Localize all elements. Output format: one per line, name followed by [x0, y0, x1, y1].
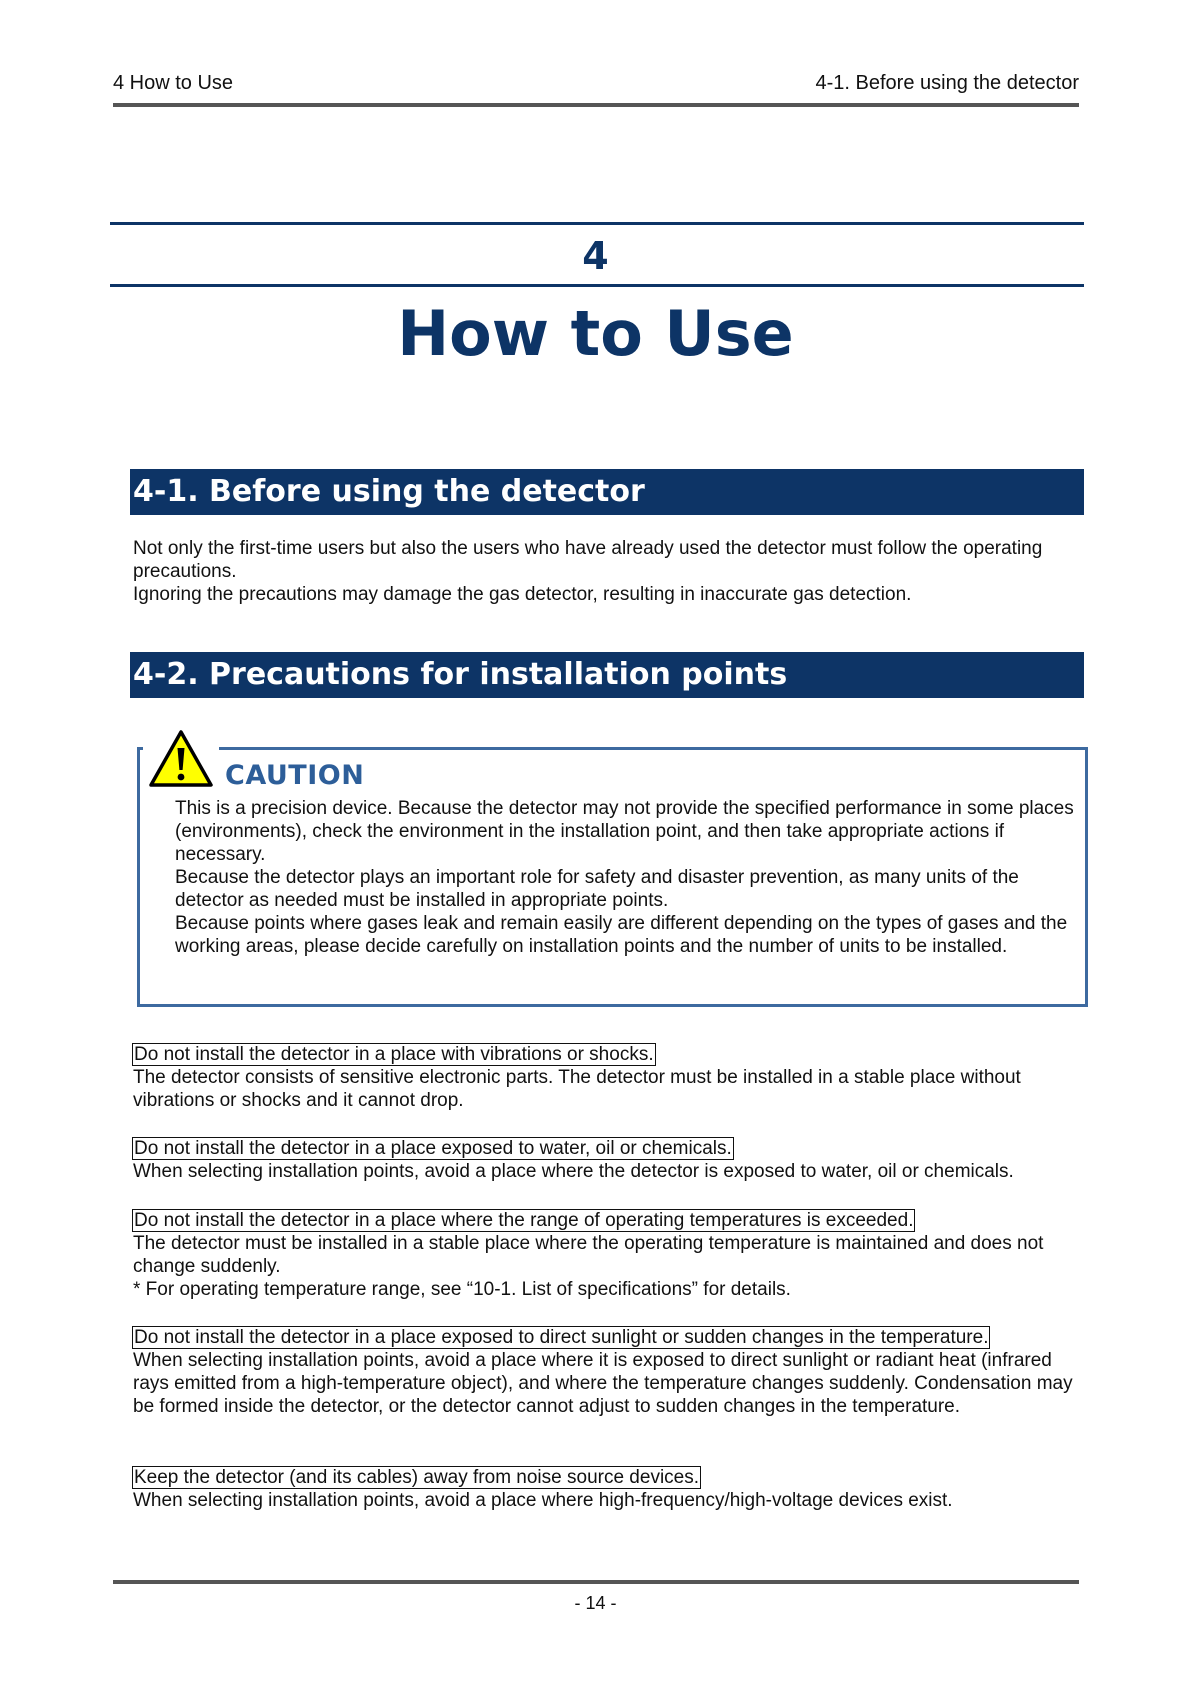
- chapter-title: How to Use: [397, 297, 794, 370]
- precaution-body: When selecting installation points, avoid a place where the detector is exposed to water, oil or chemicals.: [133, 1161, 1014, 1182]
- precaution-body: The detector consists of sensitive electronic parts. The detector must be installed in a stable place without vibrations or shocks and it cannot drop.: [133, 1067, 1021, 1111]
- precaution-heading: Do not install the detector in a place with vibrations or shocks.: [134, 1044, 654, 1065]
- precaution-item: [133, 1326, 1083, 1418]
- caution-paragraph: Because points where gases leak and remain easily are different depending on the types of gases and the working areas, please decide carefully on installation points and the number of units to be installed.: [175, 913, 1068, 957]
- precaution-body: When selecting installation points, avoid a place where it is exposed to direct sunlight or radiant heat (infrared rays emitted from a high-temperature object), and where the temperature changes suddenly. Condensation may be formed inside the detector, or the detector cannot adjust to sudden changes in the temperature.: [133, 1350, 1073, 1417]
- chapter-rule-top: [110, 222, 1084, 225]
- section-4-1-paragraph: Ignoring the precautions may damage the gas detector, resulting in inaccurate gas detection.: [133, 584, 912, 605]
- precaution-item: [133, 1209, 1083, 1301]
- header-section: 4-1. Before using the detector: [815, 72, 1079, 94]
- section-heading-4-1: 4-1. Before using the detector: [130, 469, 1084, 515]
- warning-triangle-icon: [143, 728, 219, 792]
- precaution-heading: Do not install the detector in a place where the range of operating temperatures is exceeded.: [134, 1210, 914, 1231]
- caution-paragraph: This is a precision device. Because the detector may not provide the specified performance in some places (environments), check the environment in the installation point, and then take appropriate actions if necessary.: [175, 798, 1074, 865]
- section-4-1-body: [133, 537, 1083, 606]
- precaution-body: The detector must be installed in a stable place where the operating temperature is maintained and does not change suddenly.: [133, 1233, 1044, 1277]
- page-number: - 14 -: [574, 1593, 617, 1613]
- section-heading-4-2: 4-2. Precautions for installation points: [130, 652, 1084, 698]
- precaution-heading: Do not install the detector in a place exposed to water, oil or chemicals.: [134, 1138, 732, 1159]
- precaution-item: [133, 1137, 1083, 1183]
- precaution-body: When selecting installation points, avoid a place where high-frequency/high-voltage devices exist.: [133, 1490, 953, 1511]
- chapter-rule-bottom: [110, 284, 1084, 287]
- caution-paragraph: Because the detector plays an important role for safety and disaster prevention, as many units of the detector as needed must be installed in appropriate points.: [175, 867, 1019, 911]
- precaution-note: * For operating temperature range, see “10-1. List of specifications” for details.: [133, 1279, 791, 1300]
- chapter-number: 4: [582, 234, 609, 278]
- precaution-heading: Do not install the detector in a place exposed to direct sunlight or sudden changes in the temperature.: [134, 1327, 989, 1348]
- section-4-1-paragraph: Not only the first-time users but also the users who have already used the detector must follow the operating precautions.: [133, 538, 1043, 582]
- caution-label: CAUTION: [225, 760, 365, 791]
- precaution-item: [133, 1466, 1083, 1512]
- warning-triangle-svg: [148, 728, 214, 790]
- footer-divider: [113, 1580, 1079, 1584]
- header-chapter: 4 How to Use: [113, 72, 234, 94]
- running-header: [113, 70, 1079, 96]
- precaution-heading: Keep the detector (and its cables) away from noise source devices.: [134, 1467, 700, 1488]
- header-divider: [113, 103, 1079, 107]
- precaution-item: [133, 1043, 1083, 1112]
- caution-text: [175, 797, 1075, 958]
